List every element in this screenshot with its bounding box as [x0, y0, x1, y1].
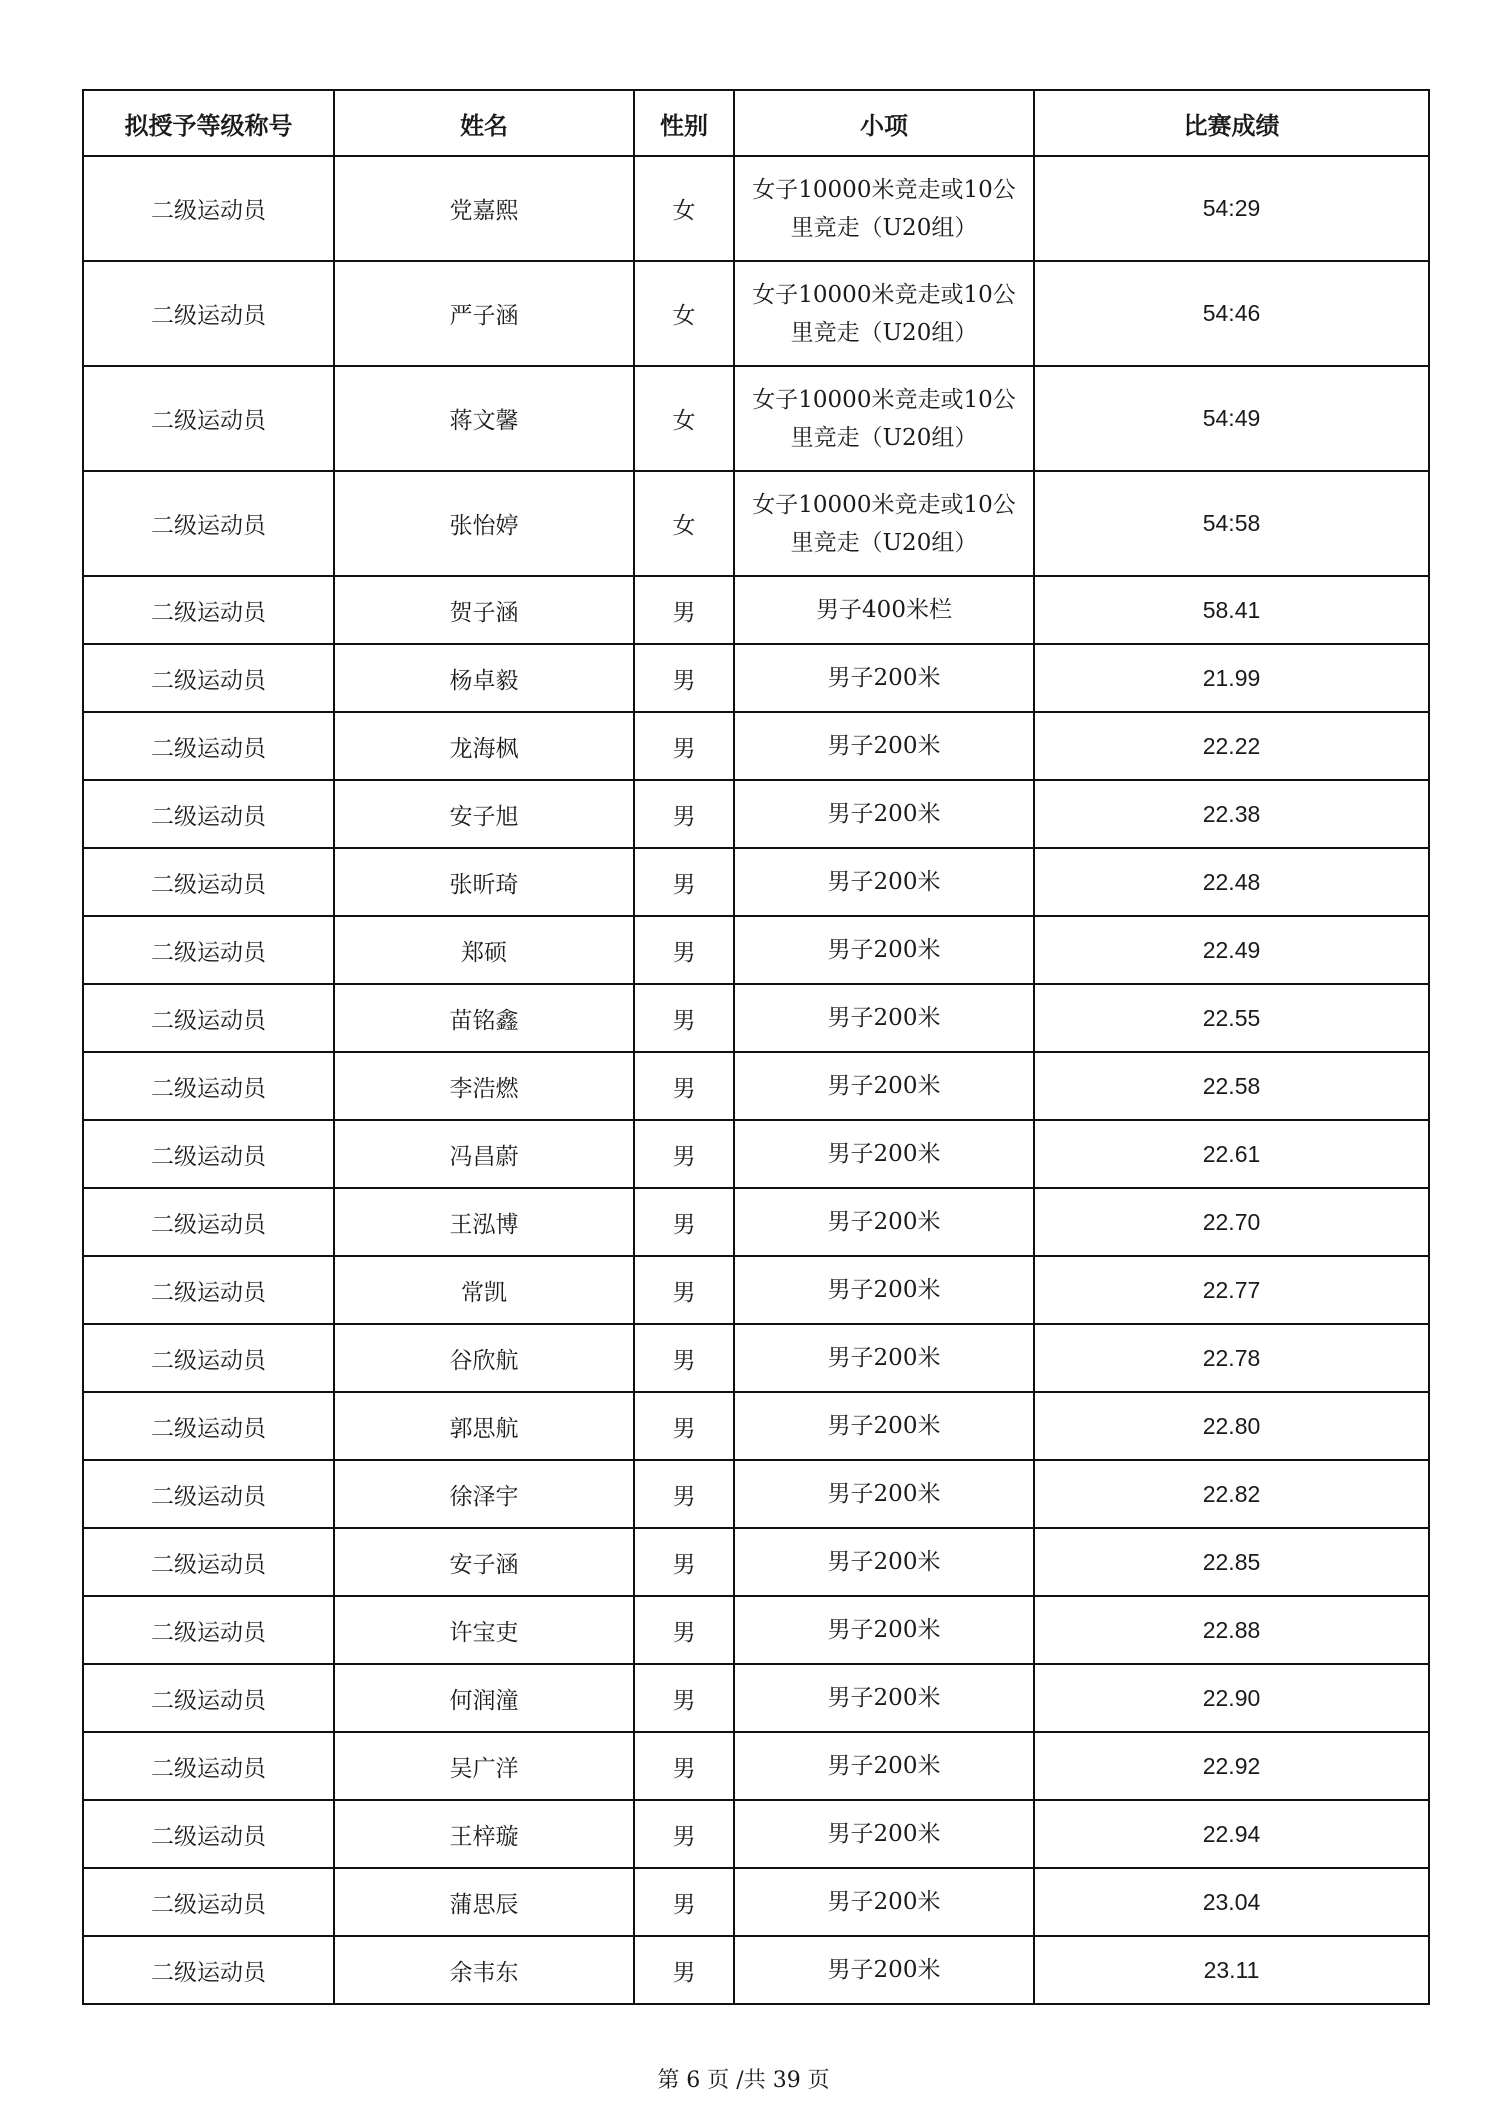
cell-event: 男子200米 [734, 916, 1034, 984]
cell-score: 22.38 [1034, 780, 1429, 848]
cell-gender: 男 [634, 1732, 734, 1800]
cell-event: 男子200米 [734, 1732, 1034, 1800]
table-header [83, 90, 1429, 156]
cell-event: 男子200米 [734, 1664, 1034, 1732]
cell-grade-title: 二级运动员 [83, 576, 334, 644]
cell-score: 22.82 [1034, 1460, 1429, 1528]
cell-grade-title: 二级运动员 [83, 366, 334, 471]
cell-score: 22.88 [1034, 1596, 1429, 1664]
cell-event: 男子200米 [734, 1392, 1034, 1460]
cell-score: 22.61 [1034, 1120, 1429, 1188]
table-row [83, 1868, 1429, 1936]
cell-score: 22.77 [1034, 1256, 1429, 1324]
cell-grade-title: 二级运动员 [83, 1052, 334, 1120]
cell-name: 谷欣航 [334, 1324, 634, 1392]
cell-gender: 女 [634, 366, 734, 471]
cell-event: 男子200米 [734, 1800, 1034, 1868]
cell-score: 54:49 [1034, 366, 1429, 471]
cell-score: 23.04 [1034, 1868, 1429, 1936]
cell-gender: 男 [634, 1392, 734, 1460]
header-event: 小项 [734, 90, 1034, 156]
cell-grade-title: 二级运动员 [83, 1936, 334, 2004]
cell-event: 女子10000米竞走或10公里竞走（U20组） [734, 366, 1034, 471]
cell-event: 女子10000米竞走或10公里竞走（U20组） [734, 471, 1034, 576]
cell-score: 21.99 [1034, 644, 1429, 712]
cell-gender: 女 [634, 471, 734, 576]
cell-grade-title: 二级运动员 [83, 1868, 334, 1936]
cell-gender: 男 [634, 1596, 734, 1664]
table-row [83, 984, 1429, 1052]
cell-score: 22.70 [1034, 1188, 1429, 1256]
cell-grade-title: 二级运动员 [83, 1596, 334, 1664]
cell-gender: 男 [634, 644, 734, 712]
cell-grade-title: 二级运动员 [83, 1120, 334, 1188]
cell-event: 男子200米 [734, 644, 1034, 712]
cell-score: 58.41 [1034, 576, 1429, 644]
cell-event: 男子200米 [734, 1052, 1034, 1120]
cell-name: 冯昌蔚 [334, 1120, 634, 1188]
cell-event: 男子200米 [734, 712, 1034, 780]
cell-score: 22.94 [1034, 1800, 1429, 1868]
cell-gender: 男 [634, 576, 734, 644]
cell-score: 22.22 [1034, 712, 1429, 780]
cell-name: 党嘉熙 [334, 156, 634, 261]
cell-event: 男子200米 [734, 1324, 1034, 1392]
cell-grade-title: 二级运动员 [83, 780, 334, 848]
table-row [83, 848, 1429, 916]
cell-grade-title: 二级运动员 [83, 1528, 334, 1596]
cell-gender: 男 [634, 984, 734, 1052]
cell-event: 男子200米 [734, 1528, 1034, 1596]
cell-grade-title: 二级运动员 [83, 1324, 334, 1392]
cell-score: 22.90 [1034, 1664, 1429, 1732]
cell-name: 蒋文馨 [334, 366, 634, 471]
cell-name: 贺子涵 [334, 576, 634, 644]
table-row [83, 366, 1429, 471]
cell-gender: 男 [634, 1052, 734, 1120]
cell-name: 徐泽宇 [334, 1460, 634, 1528]
table-row [83, 1664, 1429, 1732]
cell-event: 男子200米 [734, 1256, 1034, 1324]
cell-gender: 男 [634, 848, 734, 916]
cell-score: 22.78 [1034, 1324, 1429, 1392]
cell-gender: 男 [634, 1936, 734, 2004]
cell-gender: 男 [634, 1800, 734, 1868]
table-row [83, 1052, 1429, 1120]
cell-gender: 男 [634, 780, 734, 848]
cell-name: 张怡婷 [334, 471, 634, 576]
cell-grade-title: 二级运动员 [83, 1800, 334, 1868]
cell-event: 男子200米 [734, 1936, 1034, 2004]
cell-gender: 男 [634, 1868, 734, 1936]
cell-name: 常凯 [334, 1256, 634, 1324]
cell-event: 女子10000米竞走或10公里竞走（U20组） [734, 261, 1034, 366]
cell-event: 男子200米 [734, 1868, 1034, 1936]
cell-name: 张昕琦 [334, 848, 634, 916]
cell-grade-title: 二级运动员 [83, 984, 334, 1052]
cell-grade-title: 二级运动员 [83, 471, 334, 576]
cell-event: 男子200米 [734, 1596, 1034, 1664]
table-row [83, 644, 1429, 712]
cell-score: 54:58 [1034, 471, 1429, 576]
cell-score: 23.11 [1034, 1936, 1429, 2004]
table-row [83, 1732, 1429, 1800]
cell-grade-title: 二级运动员 [83, 1732, 334, 1800]
cell-grade-title: 二级运动员 [83, 712, 334, 780]
cell-name: 李浩燃 [334, 1052, 634, 1120]
cell-grade-title: 二级运动员 [83, 1460, 334, 1528]
cell-grade-title: 二级运动员 [83, 848, 334, 916]
cell-score: 22.55 [1034, 984, 1429, 1052]
cell-name: 安子涵 [334, 1528, 634, 1596]
results-table [82, 89, 1430, 2005]
table-row [83, 1256, 1429, 1324]
header-title-grade: 拟授予等级称号 [83, 90, 334, 156]
cell-event: 男子200米 [734, 1120, 1034, 1188]
cell-gender: 男 [634, 1256, 734, 1324]
cell-name: 郭思航 [334, 1392, 634, 1460]
table-row [83, 1188, 1429, 1256]
cell-name: 严子涵 [334, 261, 634, 366]
cell-gender: 男 [634, 1528, 734, 1596]
cell-name: 郑硕 [334, 916, 634, 984]
cell-score: 22.92 [1034, 1732, 1429, 1800]
cell-name: 王泓博 [334, 1188, 634, 1256]
table-row [83, 1800, 1429, 1868]
cell-grade-title: 二级运动员 [83, 1188, 334, 1256]
table-row [83, 712, 1429, 780]
page-number: 第 6 页 /共 39 页 [657, 2068, 830, 2093]
table-row [83, 1528, 1429, 1596]
cell-event: 男子200米 [734, 848, 1034, 916]
cell-event: 男子200米 [734, 1188, 1034, 1256]
header-score: 比赛成绩 [1034, 90, 1429, 156]
cell-score: 22.48 [1034, 848, 1429, 916]
cell-name: 王梓璇 [334, 1800, 634, 1868]
table-row [83, 1392, 1429, 1460]
cell-score: 22.49 [1034, 916, 1429, 984]
table-row [83, 780, 1429, 848]
table-row [83, 1324, 1429, 1392]
cell-name: 余韦东 [334, 1936, 634, 2004]
header-row [83, 90, 1429, 156]
cell-gender: 女 [634, 261, 734, 366]
cell-name: 安子旭 [334, 780, 634, 848]
cell-name: 龙海枫 [334, 712, 634, 780]
table-row [83, 916, 1429, 984]
cell-event: 女子10000米竞走或10公里竞走（U20组） [734, 156, 1034, 261]
cell-name: 蒲思辰 [334, 1868, 634, 1936]
cell-event: 男子200米 [734, 1460, 1034, 1528]
cell-grade-title: 二级运动员 [83, 1392, 334, 1460]
cell-event: 男子200米 [734, 984, 1034, 1052]
cell-grade-title: 二级运动员 [83, 644, 334, 712]
cell-event: 男子200米 [734, 780, 1034, 848]
cell-grade-title: 二级运动员 [83, 156, 334, 261]
cell-name: 许宝吏 [334, 1596, 634, 1664]
cell-name: 何润潼 [334, 1664, 634, 1732]
table-row [83, 1936, 1429, 2004]
cell-score: 22.80 [1034, 1392, 1429, 1460]
table-body [83, 156, 1429, 2004]
cell-name: 苗铭鑫 [334, 984, 634, 1052]
cell-gender: 男 [634, 1120, 734, 1188]
table-row [83, 471, 1429, 576]
header-gender: 性别 [634, 90, 734, 156]
cell-gender: 女 [634, 156, 734, 261]
table-row [83, 1596, 1429, 1664]
cell-gender: 男 [634, 916, 734, 984]
cell-gender: 男 [634, 1664, 734, 1732]
table-row [83, 1120, 1429, 1188]
cell-name: 杨卓毅 [334, 644, 634, 712]
cell-gender: 男 [634, 1460, 734, 1528]
cell-score: 22.58 [1034, 1052, 1429, 1120]
table-row [83, 156, 1429, 261]
table-row [83, 1460, 1429, 1528]
cell-grade-title: 二级运动员 [83, 1664, 334, 1732]
cell-gender: 男 [634, 1188, 734, 1256]
cell-score: 54:46 [1034, 261, 1429, 366]
cell-gender: 男 [634, 1324, 734, 1392]
cell-score: 22.85 [1034, 1528, 1429, 1596]
cell-grade-title: 二级运动员 [83, 261, 334, 366]
cell-grade-title: 二级运动员 [83, 1256, 334, 1324]
cell-score: 54:29 [1034, 156, 1429, 261]
table-row [83, 261, 1429, 366]
header-name: 姓名 [334, 90, 634, 156]
table-row [83, 576, 1429, 644]
cell-gender: 男 [634, 712, 734, 780]
cell-event: 男子400米栏 [734, 576, 1034, 644]
cell-name: 吴广洋 [334, 1732, 634, 1800]
cell-grade-title: 二级运动员 [83, 916, 334, 984]
